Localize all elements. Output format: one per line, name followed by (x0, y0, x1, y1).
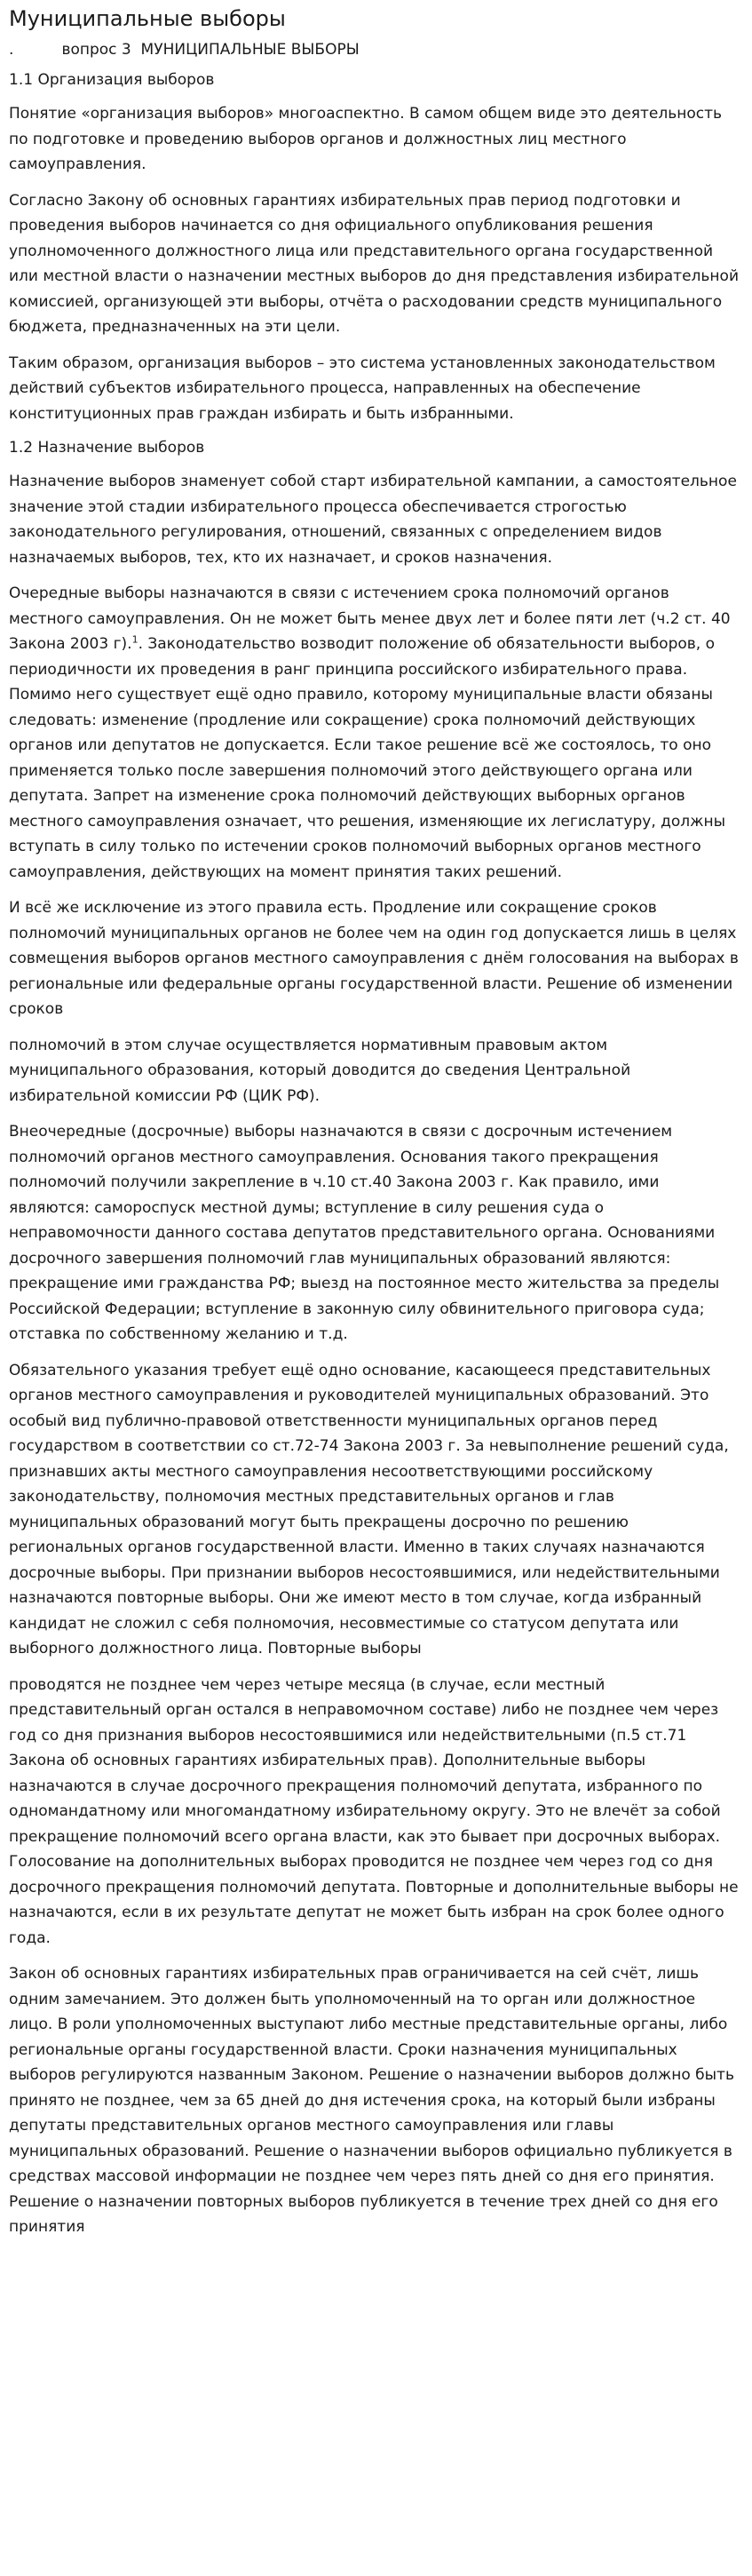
paragraph-with-footnote (9, 581, 743, 885)
paragraph: Внеочередные (досрочные) выборы назначаются в связи с досрочным истечением полномочий органов местного самоуправления. Основания такого прекращения полномочий получили закрепление в ч.10 ст.40 Закона 2003 г. Как правило, ими являются: самороспуск местной думы; вступление в силу решения суда о неправомочности данного состава депутатов представительного органа. Основаниями досрочного завершения полномочий глав муниципальных образований являются: прекращение ими гражданства РФ; выезд на постоянное место жительства за пределы Российской Федерации; вступление в законную силу обвинительного приговора суда; отставка по собственному желанию и т.д. (9, 1123, 720, 1343)
section-heading-appointment: 1.2 Назначение выборов (9, 439, 205, 457)
document-title: Муниципальные выборы (9, 6, 286, 31)
paragraph: Понятие «организация выборов» многоаспектно. В самом общем виде это деятельность по подготовке и проведению выборов органов и должностных лиц местного самоуправления. (9, 105, 723, 173)
paragraph: полномочий в этом случае осуществляется нормативным правовым актом муниципального образования, который доводится до сведения Центральной избирательной комиссии РФ (ЦИК РФ). (9, 1036, 631, 1105)
paragraph: Согласно Закону об основных гарантиях избирательных прав период подготовки и проведения выборов начинается со дня официального опубликования решения уполномоченного должностного лица или представительного органа государственной или местной власти о назначении местных выборов до дня представления избирательной комиссией, организующей эти выборы, отчёта о расходовании средств муниципального бюджета, предназначенных на эти цели. (9, 191, 739, 336)
section-heading-organization: 1.1 Организация выборов (9, 71, 215, 89)
paragraph-text-continued: . Законодательство возводит положение об обязательности выборов, о периодичности их проведения в ранг принципа российского избирательного права. Помимо него существует ещё одно правило, которому муниципальные власти обязаны следовать: изменение (продление или сокращение) срока полномочий действующих органов или депутатов не допускается. Если такое решение всё же состоялось, то оно применяется только после завершения полномочий этого действующего органа или депутата. Запрет на изменение срока полномочий действующих выборных органов местного самоуправления означает, что решения, изменяющие их легислатуру, должны вступать в силу только по истечении сроков полномочий выборных органов местного самоуправления, действующих на момент принятия таких решений. (9, 635, 726, 881)
paragraph: проводятся не позднее чем через четыре месяца (в случае, если местный представительный орган остался в неправомочном составе) либо не позднее чем через год со дня признания выборов несостоявшимися или недействительными (п.5 ст.71 Закона об основных гарантиях избирательных прав). Дополнительные выборы назначаются в случае досрочного прекращения полномочий депутата, избранного по одномандатному или многомандатному избирательному округу. Это не влечёт за собой прекращение полномочий всего органа власти, как это бывает при досрочных выборах. Голосование на дополнительных выборах проводится не позднее чем через год со дня досрочного прекращения полномочий депутата. Повторные и дополнительные выборы не назначаются, если в их результате депутат не может быть избран на срок более одного года. (9, 1675, 739, 1947)
paragraph: Закон об основных гарантиях избирательных прав ограничивается на сей счёт, лишь одним замечанием. Это должен быть уполномоченный на то орган или должностное лицо. В роли уполномоченных выступают либо местные представительные органы, либо региональные органы государственной власти. Сроки назначения муниципальных выборов регулируются названным Законом. Решение о назначении выборов должно быть принято не позднее, чем за 65 дней до дня истечения срока, на который были избраны депутаты представительных органов местного самоуправления или главы муниципальных образований. Решение о назначении выборов официально публикуется в средствах массовой информации не позднее чем через пять дней со дня его принятия. Решение о назначении повторных выборов публикуется в течение трех дней со дня его принятия (9, 1965, 734, 2236)
paragraph: Назначение выборов знаменует собой старт избирательной кампании, а самостоятельное значение этой стадии избирательного процесса обеспечивается строгостью законодательного регулирования, отношений, связанных с определением видов назначаемых выборов, тех, кто их назначает, и сроков назначения. (9, 473, 737, 567)
paragraph: И всё же исключение из этого правила есть. Продление или сокращение сроков полномочий муниципальных органов не более чем на один год допускается лишь в целях совмещения выборов органов местного самоуправления с днём голосования на выборах в региональные или федеральные органы государственной власти. Решение об изменении сроков (9, 899, 739, 1018)
question-line: . вопрос 3 МУНИЦИПАЛЬНЫЕ ВЫБОРЫ (9, 41, 360, 59)
paragraph-text: Очередные выборы назначаются в связи с истечением срока полномочий органов местного самоуправления. Он не может быть менее двух лет и более пяти лет (ч.2 ст. 40 Закона 2003 г). (9, 584, 731, 653)
footnote-marker[interactable]: 1 (131, 633, 139, 646)
paragraph: Таким образом, организация выборов – это система установленных законодательством действий субъектов избирательного процесса, направленных на обеспечение конституционных прав граждан избирать и быть избранными. (9, 354, 716, 423)
paragraph: Обязательного указания требует ещё одно основание, касающееся представительных органов местного самоуправления и руководителей муниципальных образований. Это особый вид публично-правовой ответственности муниципальных органов перед государством в соответствии со ст.72-74 Закона 2003 г. За невыполнение решений суда, признавших акты местного самоуправления несоответствующими российскому законодательству, полномочия местных представительных органов и глав муниципальных образований могут быть прекращены досрочно по решению региональных органов государственной власти. Именно в таких случаях назначаются досрочные выборы. При признании выборов несостоявшимися, или недействительными назначаются повторные выборы. Они же имеют место в том случае, когда избранный кандидат не сложил с себя полномочия, несовместимые со статусом депутата или выборного должностного лица. Повторные выборы (9, 1361, 729, 1658)
